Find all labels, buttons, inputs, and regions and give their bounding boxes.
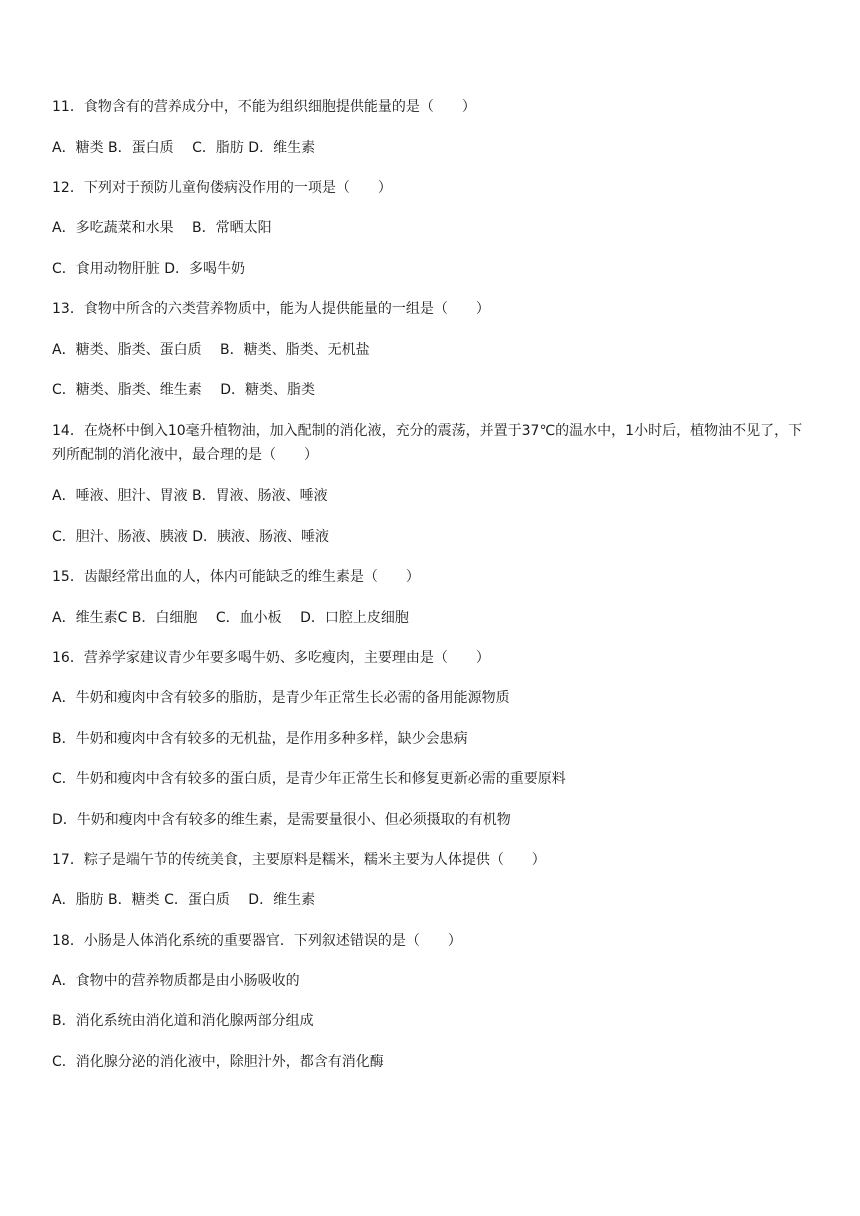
question-14-stem: 14．在烧杯中倒入10毫升植物油，加入配制的消化液，充分的震荡，并置于37℃的温水中，1小时后，植物油不见了，下列所配制的消化液中，最合理的是（ ）: [52, 423, 803, 463]
question-11-stem: 11．食物含有的营养成分中，不能为组织细胞提供能量的是（ ）: [52, 99, 476, 115]
question-15-options: A．维生素C B．白细胞 C．血小板 D．口腔上皮细胞: [52, 610, 409, 626]
question-15-stem: 15．齿龈经常出血的人，体内可能缺乏的维生素是（ ）: [52, 569, 420, 585]
question-18-option-c: C．消化腺分泌的消化液中，除胆汁外，都含有消化酶: [52, 1054, 384, 1070]
question-18-stem: 18．小肠是人体消化系统的重要器官．下列叙述错误的是（ ）: [52, 933, 462, 949]
question-16-stem: 16．营养学家建议青少年要多喝牛奶、多吃瘦肉，主要理由是（ ）: [52, 650, 490, 666]
question-17-stem: 17．粽子是端午节的传统美食，主要原料是糯米，糯米主要为人体提供（ ）: [52, 852, 546, 868]
question-16-option-b: B．牛奶和瘦肉中含有较多的无机盐，是作用多种多样，缺少会患病: [52, 731, 468, 747]
question-11-options: A．糖类 B．蛋白质 C．脂肪 D．维生素: [52, 140, 316, 156]
question-13-options-row-1: A．糖类、脂类、蛋白质 B．糖类、脂类、无机盐: [52, 342, 370, 358]
question-12-options-row-1: A．多吃蔬菜和水果 B．常晒太阳: [52, 220, 272, 236]
question-13-stem: 13．食物中所含的六类营养物质中，能为人提供能量的一组是（ ）: [52, 301, 490, 317]
question-18-option-b: B．消化系统由消化道和消化腺两部分组成: [52, 1013, 314, 1029]
question-16-option-a: A．牛奶和瘦肉中含有较多的脂肪，是青少年正常生长必需的备用能源物质: [52, 690, 510, 706]
question-13-options-row-2: C．糖类、脂类、维生素 D．糖类、脂类: [52, 382, 316, 398]
question-17-options: A．脂肪 B．糖类 C．蛋白质 D．维生素: [52, 892, 316, 908]
question-14-options-row-1: A．唾液、胆汁、胃液 B．胃液、肠液、唾液: [52, 488, 328, 504]
question-14-options-row-2: C．胆汁、肠液、胰液 D．胰液、肠液、唾液: [52, 529, 330, 545]
question-12-options-row-2: C．食用动物肝脏 D．多喝牛奶: [52, 261, 246, 277]
question-18-option-a: A．食物中的营养物质都是由小肠吸收的: [52, 973, 300, 989]
question-12-stem: 12．下列对于预防儿童佝偻病没作用的一项是（ ）: [52, 180, 392, 196]
question-16-option-d: D．牛奶和瘦肉中含有较多的维生素，是需要量很小、但必须摄取的有机物: [52, 812, 511, 828]
question-16-option-c: C．牛奶和瘦肉中含有较多的蛋白质，是青少年正常生长和修复更新必需的重要原料: [52, 771, 566, 787]
